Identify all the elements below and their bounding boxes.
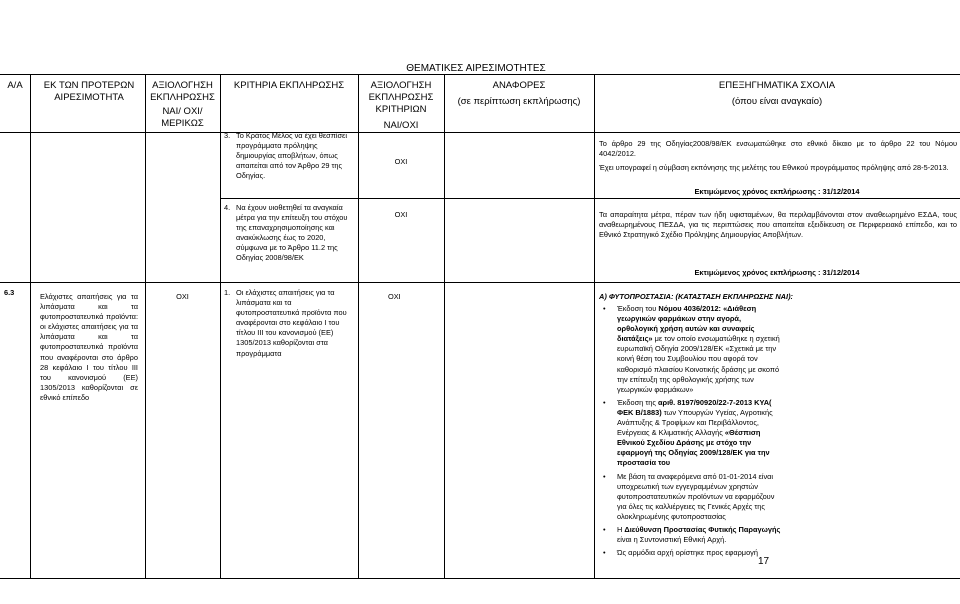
page-number: 17 <box>758 556 770 567</box>
col-divider-5 <box>444 74 445 578</box>
row3-comment-1: Το άρθρο 29 της Οδηγίας2008/98/ΕΚ ενσωματώθηκε στο εθνικό δίκαιο με το άρθρο 22 του Νόμου 4042/2012. <box>599 139 957 159</box>
row4-deadline: Εκτιμώμενος χρόνος εκπλήρωσης : 31/12/2014 <box>694 268 860 277</box>
header-refs-sub: (σε περίπτωση εκπλήρωσης) <box>457 96 581 107</box>
header-comments-label: ΕΠΕΞΗΓΗΜΑΤΙΚΑ ΣΧΟΛΙΑ <box>718 80 836 91</box>
header-eval-label: ΑΞΙΟΛΟΓΗΣΗ ΕΚΠΛΗΡΩΣΗΣ <box>150 80 215 103</box>
bullet-obligation: • Με βάση τα αναφερόμενα από 01-01-2014 είναι υποχρεωτική των εγγεγραμμένων χρηστών φυτοπροστατευτικών προϊόντων να εφαρμόζουν για όλες τις καλλιέργειες τις Γενικές Αρχές της ολοκληρωμένης φυτοπροστασίας <box>603 471 775 521</box>
condition-text: Ελάχιστες απαιτήσεις για τα λιπάσματα και τα φυτοπροστατευτικά προϊόντα: οι ελάχιστες απαιτήσεις για τα λιπάσματα και τα φυτοπροστατευτικά προϊόντα που αναφέρονται στο άρθρο 28 κεφάλαιο Ι του τίτλου ΙΙΙ του κανονισμού (ΕΕ) 1305/2013 καθορίζονται σε εθνικό επίπεδο <box>40 292 138 402</box>
bullet-icon: • <box>603 397 606 407</box>
row3-eval: ΟΧΙ <box>394 157 408 166</box>
bullet-icon: • <box>603 548 606 558</box>
header-crit-eval <box>362 80 440 132</box>
header-comments <box>594 80 960 108</box>
row3-number: 3. <box>224 131 231 140</box>
header-prev-condition: ΕΚ ΤΩΝ ΠΡΟΤΕΡΩΝ ΑΙΡΕΣΙΜΟΤΗΤΑ <box>43 80 135 103</box>
bullet-icon: • <box>603 304 606 313</box>
header-eval-sub: ΝΑΙ/ ΟΧΙ/ ΜΕΡΙΚΩΣ <box>161 106 204 129</box>
row4-rule <box>0 282 960 283</box>
header-eval <box>145 80 220 130</box>
col-divider-3 <box>220 74 221 578</box>
header-comments-sub: (όπου είναι αναγκαίο) <box>731 96 823 107</box>
bullet-icon: • <box>603 471 606 481</box>
col-divider-4 <box>358 74 359 578</box>
directorate-name: Διεύθυνση Προστασίας Φυτικής Παραγωγής <box>624 524 781 534</box>
row4-number: 4. <box>224 203 231 212</box>
row4-criterion: Να έχουν υιοθετηθεί τα αναγκαία μέτρα για την επίτευξη του στόχου της επαναχρησιμοποίησης και ανακύκλωσης έως το 2020, σύμφωνα με το Άρθρο 11.2 της Οδηγίας 2008/98/ΕΚ <box>236 203 348 263</box>
header-crit-eval-label: ΑΞΙΟΛΟΓΗΣΗ ΕΚΠΛΗΡΩΣΗΣ ΚΡΙΤΗΡΙΩΝ <box>368 80 434 115</box>
comment-bullets <box>603 304 781 561</box>
group-title: ΘΕΜΑΤΙΚΕΣ ΑΙΡΕΣΙΜΟΤΗΤΕΣ <box>406 63 546 74</box>
row3-rule <box>220 198 960 199</box>
bullet-icon: • <box>603 524 606 534</box>
bullet-kya: • Έκδοση της αριθ. 8197/90920/22-7-2013 ΚΥΑ( ΦΕΚ Β/1883) των Υπουργών Υγείας, Αγροτικής Ανάπτυξης & Τροφίμων και Περιβάλλοντος, Ενέργειας & Κλιματικής Αλλαγής «Θέσπιση Εθνικού Σχεδίου Δράσης με στόχο την εφαρμογή της Οδηγίας 2009/128/ΕΚ για την προστασία του <box>603 397 773 468</box>
col-divider-2 <box>145 74 146 578</box>
row63-crit-eval: ΟΧΙ <box>388 292 401 301</box>
header-aa: Α/Α <box>7 80 23 91</box>
footer-rule <box>0 578 960 579</box>
header-bottom-rule <box>0 132 960 133</box>
row3-comment-2: Έχει υπογραφεί η σύμβαση εκπόνησης της μελέτης του Εθνικού προγράμματος πρόληψης από 28-5-2013. <box>599 163 949 172</box>
col-divider-1 <box>30 74 31 578</box>
law-4036-title: Νόμου 4036/2012: «Διάθεση γεωργικών φαρμάκων στην αγορά, ορθολογική χρήση αυτών και συναφείς διατάξεις» <box>617 304 757 344</box>
comment-heading: Α) ΦΥΤΟΠΡΟΣΤΑΣΙΑ: (ΚΑΤΑΣΤΑΣΗ ΕΚΠΛΗΡΩΣΗΣ ΝΑΙ): <box>599 292 793 301</box>
kya-ref: αριθ. 8197/90920/22-7-2013 ΚΥΑ( ΦΕΚ Β/1883) <box>617 397 772 417</box>
col-divider-6 <box>594 74 595 578</box>
row4-eval: ΟΧΙ <box>394 210 408 219</box>
row3-deadline: Εκτιμώμενος χρόνος εκπλήρωσης : 31/12/2014 <box>694 187 860 196</box>
header-refs-label: ΑΝΑΦΟΡΕΣ <box>492 80 546 91</box>
bullet-directorate: • Η Διεύθυνση Προστασίας Φυτικής Παραγωγής είναι η Συντονιστική Εθνική Αρχή. <box>603 524 781 545</box>
header-crit-eval-sub: ΝΑΙ/ΟΧΙ <box>383 120 419 131</box>
bullet-law-4036: • Έκδοση του Νόμου 4036/2012: «Διάθεση γεωργικών φαρμάκων στην αγορά, ορθολογική χρήση αυτών και συναφείς διατάξεις» με τον οποίο ενσωματώθηκε η σχετική ευρωπαϊκή Οδηγία 2009/128/ΕΚ «Σχετικά με την κοινή θέση του Συμβουλίου που αφορά τον καθορισμό πλαισίου Κοινοτικής δράσης με σκοπό την επίτευξη της ορθολογικής χρήσης των γεωργικών φαρμάκων» <box>603 304 780 394</box>
kya-title: «Θέσπιση Εθνικού Σχεδίου Δράσης με στόχο την εφαρμογή της Οδηγίας 2009/128/ΕΚ για την προστασία του <box>617 428 770 468</box>
condition-number: 6.3 <box>4 288 15 297</box>
row4-comment: Τα απαραίτητα μέτρα, πέραν των ήδη υφισταμένων, θα περιλαμβάνονται στον αναθεωρημένο ΕΣΔΑ, τους αναθεωρημένους ΠΕΣΔΑ, για τις περιπτώσεις που απαιτείται εξειδίκευση σε Περιφερειακό επίπεδο, και το Εθνικό Στρατηγικό Σχέδιο Πρόληψης Δημιουργίας Αποβλήτων. <box>599 210 957 240</box>
header-criteria: ΚΡΙΤΗΡΙΑ ΕΚΠΛΗΡΩΣΗΣ <box>233 80 345 91</box>
header-refs <box>444 80 594 108</box>
bullet-authority: • Ώς αρμόδια αρχή ορίστηκε προς εφαρμογή <box>603 548 758 558</box>
row63-criterion-number: 1. <box>224 288 231 297</box>
condition-eval: ΟΧΙ <box>176 292 189 301</box>
row63-criterion: Οι ελάχιστες απαιτήσεις για τα λιπάσματα και τα φυτοπροστατευτικά προϊόντα που αναφέρονται στο κεφάλαιο Ι του τίτλου ΙΙΙ του κανονισμού (ΕΕ) 1305/2013 καθορίζονται στα προγράμματα <box>236 288 347 358</box>
row3-criterion: Το Κράτος Μέλος να έχει θεσπίσει προγράμματα πρόληψης δημιουργίας αποβλήτων, όπως απαιτείται από τον Άρθρο 29 της Οδηγίας. <box>236 131 347 181</box>
